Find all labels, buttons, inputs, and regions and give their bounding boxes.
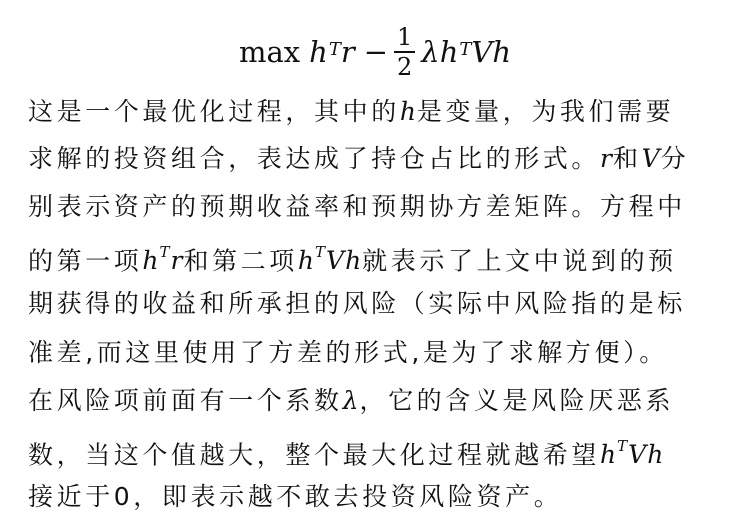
- text-run: 准差,而这里使用了方差的形式,是为了求解方便）。: [28, 338, 668, 367]
- text-run: 是变量，为我们需要: [416, 97, 675, 126]
- math-r: r: [600, 144, 613, 173]
- var-h: h: [309, 35, 328, 69]
- text-run: 期获得的收益和所承担的风险（实际中风险指的是标: [28, 289, 686, 318]
- text-run: 在风险项前面有一个系数: [28, 386, 343, 415]
- text-run: 的第一项: [28, 246, 143, 276]
- var-h: h: [492, 35, 512, 69]
- transpose-mark: T: [328, 38, 341, 60]
- text-run: 就表示了上文中说到的预: [362, 246, 677, 276]
- minus-sign: −: [363, 35, 389, 69]
- paragraph-line-5: [28, 284, 728, 324]
- var-v: V: [471, 35, 493, 69]
- transpose-mark: T: [459, 38, 472, 60]
- fraction-numerator: 1: [394, 24, 415, 53]
- transpose-mark: T: [315, 243, 327, 261]
- text-run: 接近于0，即表示越不敢去投资风险资产。: [28, 482, 563, 511]
- var-r: r: [340, 35, 355, 69]
- text-run: 数，当这个值越大，整个最大化过程就越希望: [28, 440, 601, 470]
- transpose-mark: T: [617, 437, 629, 455]
- text-run: 和: [612, 144, 642, 173]
- var-h: h: [439, 35, 459, 69]
- paragraph-line-8: [28, 429, 728, 469]
- text-run: ，它的含义是风险厌恶系: [359, 386, 675, 415]
- paragraph-line-6: [28, 333, 728, 373]
- fraction-one-half: [394, 24, 415, 81]
- text-run: 别表示资产的预期收益率和预期协方差矩阵。方程中: [28, 192, 686, 221]
- paragraph-line-4: [28, 235, 728, 275]
- math-v: V: [641, 144, 661, 173]
- text-run: 这是一个最优化过程，其中的: [28, 97, 400, 126]
- objective-formula: [0, 18, 750, 86]
- text-run: 和第二项: [183, 246, 298, 276]
- fraction-denominator: 2: [397, 53, 413, 81]
- max-operator: max: [238, 35, 301, 69]
- var-lambda: λ: [421, 35, 440, 69]
- math-lambda: λ: [342, 386, 360, 415]
- math-h: $h^Tr$: [142, 243, 184, 276]
- math-h: $h^TVh$: [297, 243, 363, 276]
- paragraph-line-7: [28, 381, 728, 421]
- text-run: 分: [660, 144, 690, 173]
- transpose-mark: T: [159, 243, 171, 261]
- math-h: $h^TVh$: [600, 437, 665, 470]
- paragraph-line-3: [28, 187, 728, 227]
- paragraph-line-1: [28, 92, 728, 132]
- paragraph-line-2: [28, 139, 728, 179]
- paragraph-line-9: [28, 477, 728, 517]
- text-run: 求解的投资组合，表达成了持仓占比的形式。: [28, 144, 601, 173]
- math-h: h: [399, 97, 417, 126]
